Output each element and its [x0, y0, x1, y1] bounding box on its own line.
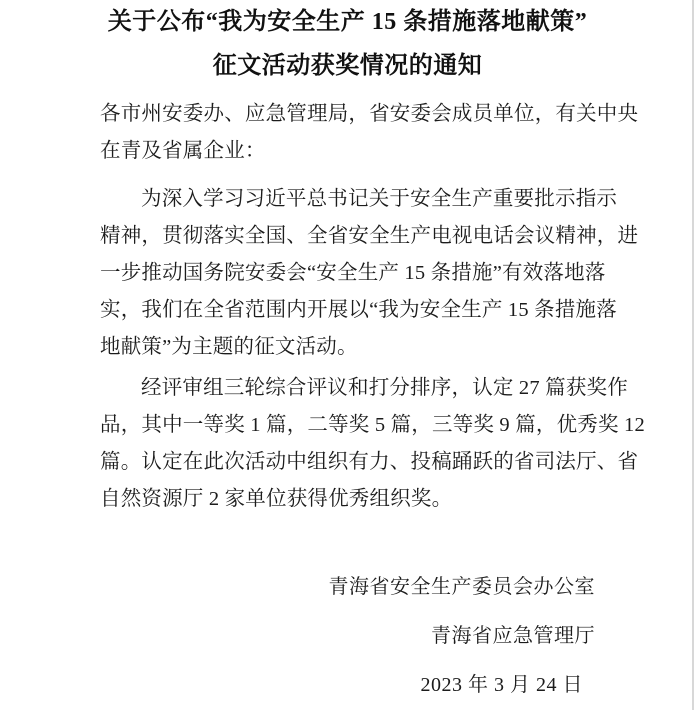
body-line: 经评审组三轮综合评议和打分排序，认定 27 篇获奖作 — [141, 377, 628, 399]
document-title-line-1: 关于公布“我为安全生产 15 条措施落地献策” — [107, 9, 588, 35]
body-line: 品，其中一等奖 1 篇，二等奖 5 篇，三等奖 9 篇，优秀奖 12 — [100, 414, 645, 436]
body-line: 地献策”为主题的征文活动。 — [100, 336, 358, 358]
paragraph-award-results — [100, 370, 645, 518]
signature-block — [0, 563, 695, 710]
signature-date: 2023 年 3 月 24 日 — [420, 674, 583, 696]
document-title — [0, 0, 695, 88]
paragraph-activity-background — [100, 181, 639, 366]
body-line: 在青及省属企业： — [100, 140, 266, 162]
body-line: 一步推动国务院安委会“安全生产 15 条措施”有效落地落 — [100, 262, 606, 284]
signature-org-2: 青海省应急管理厅 — [431, 625, 595, 647]
body-line: 实，我们在全省范围内开展以“我为安全生产 15 条措施落 — [100, 299, 617, 321]
body-line: 篇。认定在此次活动中组织有力、投稿踊跃的省司法厅、省 — [100, 451, 639, 473]
document-title-line-2: 征文活动获奖情况的通知 — [212, 53, 483, 79]
signature-org-1: 青海省安全生产委员会办公室 — [328, 576, 595, 598]
page-right-edge-line — [692, 0, 694, 710]
document-body — [100, 96, 645, 518]
salutation-paragraph — [100, 96, 639, 170]
body-line: 各市州安委办、应急管理局，省安委会成员单位，有关中央 — [100, 103, 639, 125]
body-line: 精神，贯彻落实全国、全省安全生产电视电话会议精神，进 — [100, 225, 639, 247]
body-line: 自然资源厅 2 家单位获得优秀组织奖。 — [100, 488, 453, 510]
body-line: 为深入学习习近平总书记关于安全生产重要批示指示 — [141, 188, 618, 210]
